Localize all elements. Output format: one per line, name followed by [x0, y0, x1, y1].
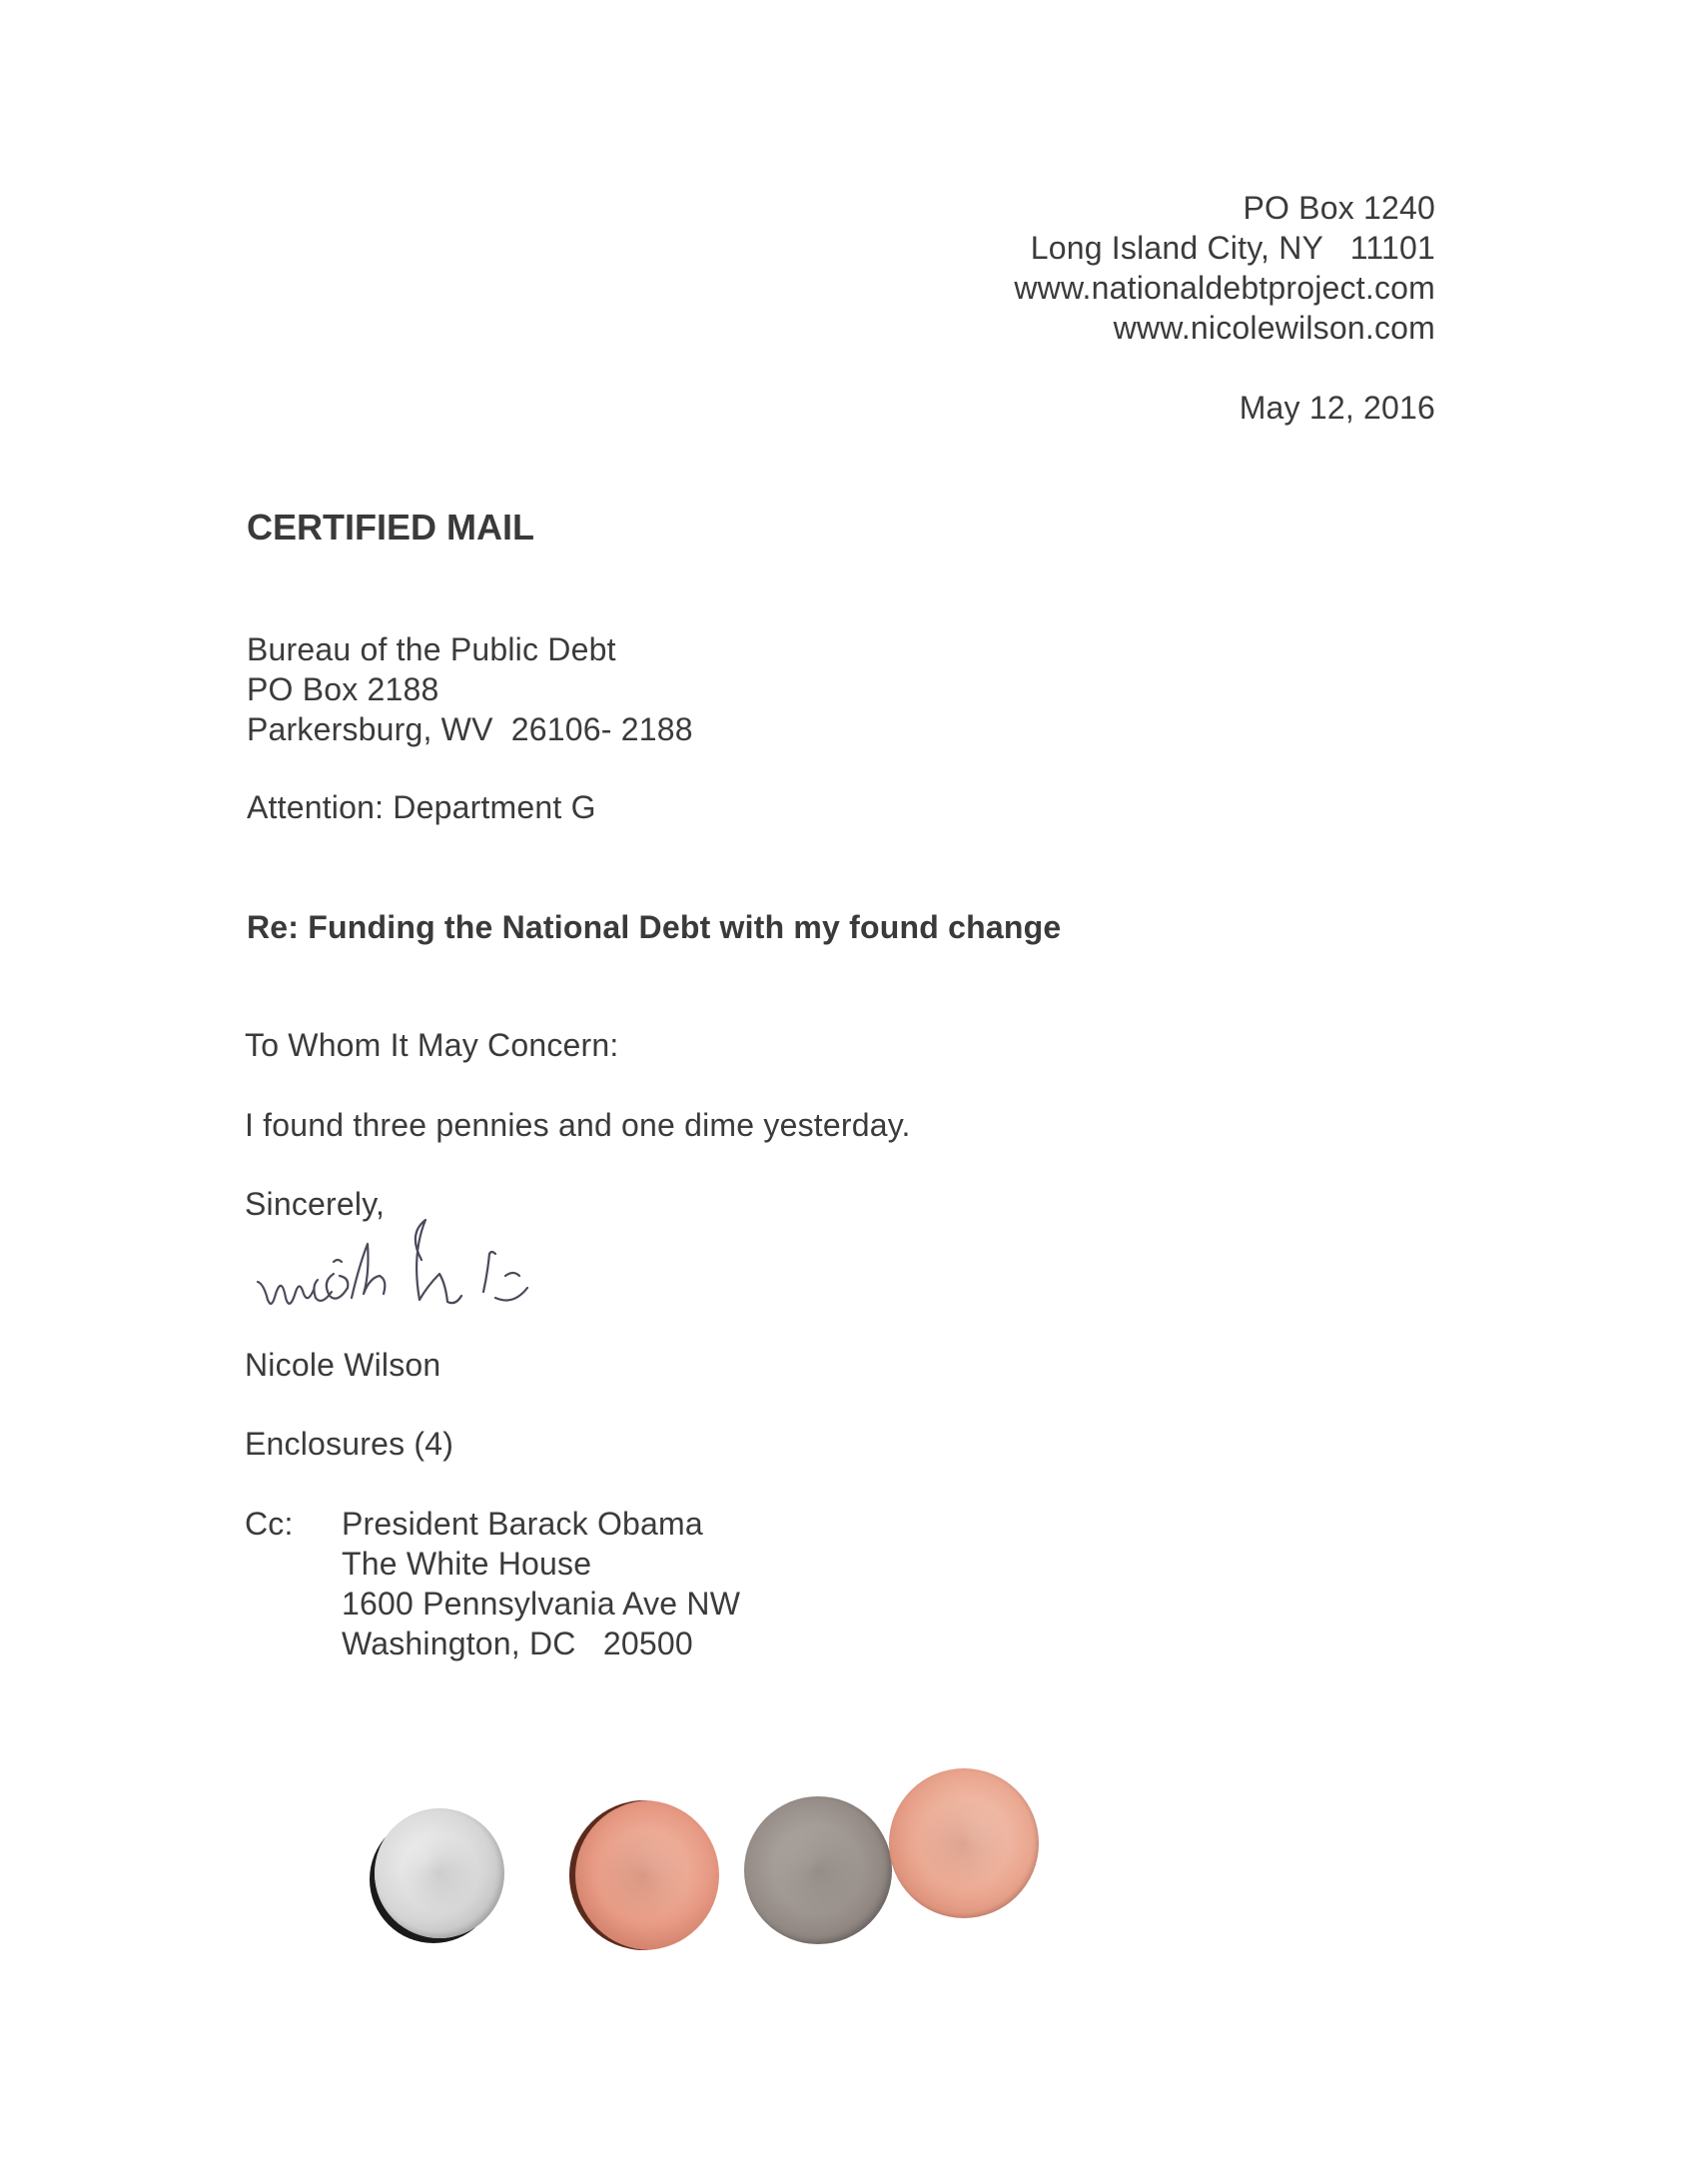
letter-date: May 12, 2016: [1239, 390, 1435, 426]
subject-line: Re: Funding the National Debt with my found change: [247, 909, 1062, 945]
cc-label: Cc:: [245, 1506, 294, 1542]
penny-portrait-detail-1: [599, 1830, 689, 1920]
cc-name: President Barack Obama: [342, 1506, 703, 1542]
dime-relief-detail: [401, 1834, 478, 1912]
cc-address-block: [342, 1504, 740, 1663]
sender-address-line-1: PO Box 1240: [1243, 190, 1435, 226]
signer-name: Nicole Wilson: [245, 1347, 441, 1383]
penny-coin-3: [889, 1768, 1039, 1918]
delivery-method-heading: CERTIFIED MAIL: [247, 507, 534, 547]
recipient-address-block: [247, 629, 693, 749]
sender-address-block: [1014, 188, 1435, 348]
penny-coin-1: [569, 1800, 719, 1950]
cc-address-line-2: 1600 Pennsylvania Ave NW: [342, 1586, 741, 1622]
sender-website-1: www.nationaldebtproject.com: [1014, 270, 1435, 306]
penny-portrait-detail-3: [919, 1798, 1009, 1888]
dime-coin: [375, 1808, 504, 1938]
body-paragraph: I found three pennies and one dime yesterday.: [245, 1107, 911, 1143]
sender-address-line-2: Long Island City, NY 11101: [1030, 230, 1435, 266]
cc-address-line-3: Washington, DC 20500: [342, 1626, 693, 1661]
cc-address-line-1: The White House: [342, 1546, 592, 1582]
sender-website-2: www.nicolewilson.com: [1113, 310, 1435, 346]
recipient-address-line-1: PO Box 2188: [247, 671, 439, 707]
closing: Sincerely,: [245, 1186, 386, 1222]
penny-coin-2: [744, 1796, 892, 1944]
attention-line: Attention: Department G: [247, 789, 596, 825]
recipient-address-line-2: Parkersburg, WV 26106- 2188: [247, 711, 693, 747]
handwritten-signature: [252, 1214, 631, 1334]
recipient-name: Bureau of the Public Debt: [247, 631, 616, 667]
salutation: To Whom It May Concern:: [245, 1027, 619, 1063]
enclosed-coins: [360, 1738, 1079, 1998]
enclosures-line: Enclosures (4): [245, 1426, 454, 1462]
penny-portrait-detail-2: [774, 1826, 863, 1915]
